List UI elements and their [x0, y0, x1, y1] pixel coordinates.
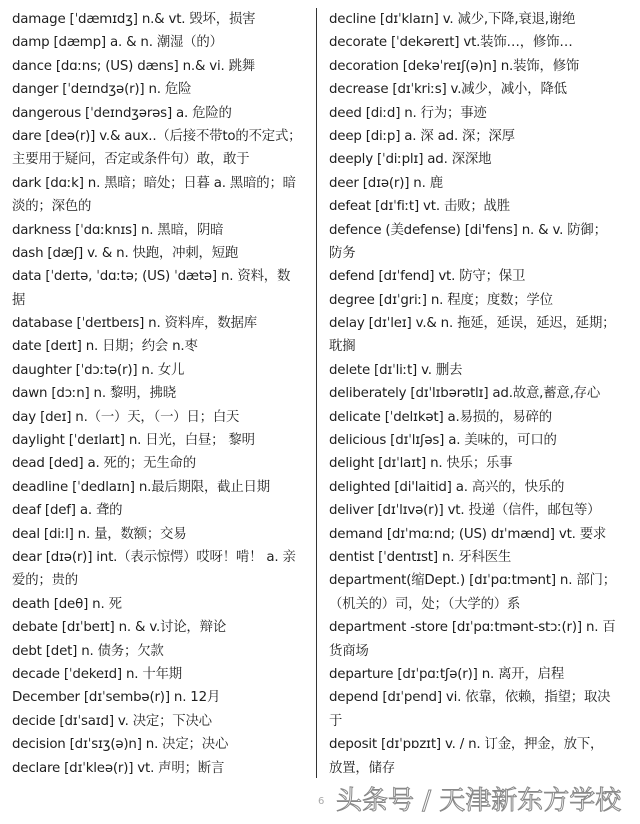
vocab-entry: [12, 312, 312, 335]
vocab-entry: [12, 686, 312, 709]
vocab-entry: [12, 710, 312, 733]
entry-line: dare [deə(r)] v.& aux..（后接不带to的不定式；: [12, 128, 302, 144]
vocab-entry: [12, 359, 312, 382]
vocab-entry: [329, 172, 629, 195]
entry-line: delete [dɪˈliːt] v. 删去: [329, 362, 463, 378]
vocab-entry: [12, 242, 312, 265]
vocab-entry: [329, 616, 629, 663]
vocab-entry: [12, 31, 312, 54]
vocab-entry: [329, 55, 629, 78]
vocab-entry: [12, 757, 312, 780]
vocab-entry: [12, 523, 312, 546]
entry-continuation: 于: [329, 713, 343, 729]
vocab-entry: [12, 616, 312, 639]
vocab-entry: [329, 686, 629, 733]
entry-line: decoration [dekəˈreɪʃ(ə)n] n.装饰，修饰: [329, 58, 580, 74]
vocab-entry: [329, 429, 629, 452]
right-column: [329, 8, 629, 780]
vocab-entry: [329, 31, 629, 54]
entry-line: delicious [dɪˈlɪʃəs] a. 美味的，可口的: [329, 433, 557, 449]
column-divider: [316, 8, 317, 778]
entry-line: dangerous [ˈdeɪndʒərəs] a. 危险的: [12, 105, 232, 121]
entry-line: defence (美defense) [di'fens] n. & v. 防御；: [329, 222, 607, 238]
entry-line: department(缩Dept.) [dɪˈpɑːtmənt] n. 部门；: [329, 573, 616, 589]
vocab-entry: [12, 406, 312, 429]
vocab-entry: [329, 546, 629, 569]
entry-continuation: 防务: [329, 245, 356, 261]
vocab-entry: [12, 265, 312, 312]
entry-continuation: 淡的；深色的: [12, 199, 92, 215]
entry-line: defeat [dɪˈfiːt] vt. 击败；战胜: [329, 199, 510, 215]
vocab-entry: [12, 382, 312, 405]
entry-line: deep [diːp] a. 深 ad. 深；深厚: [329, 128, 515, 144]
vocab-entry: [12, 335, 312, 358]
entry-line: dark [dɑːk] n. 黑暗；暗处；日暮 a. 黑暗的；暗: [12, 175, 296, 191]
entry-line: decline [dɪˈklaɪn] v. 减少,下降,衰退,谢绝: [329, 12, 576, 27]
vocab-entry: [12, 663, 312, 686]
entry-line: deeply [ˈdiːplɪ] ad. 深深地: [329, 152, 492, 168]
vocab-entry: [12, 55, 312, 78]
vocab-entry: [329, 382, 629, 405]
entry-line: daughter [ˈdɔːtə(r)] n. 女儿: [12, 362, 185, 378]
vocab-entry: [329, 499, 629, 522]
vocab-entry: [12, 733, 312, 756]
entry-continuation: 爱的；贵的: [12, 573, 78, 589]
entry-continuation: （机关的）司，处；（大学的）系: [329, 596, 521, 612]
vocab-entry: [329, 289, 629, 312]
vocab-entry: [12, 102, 312, 125]
vocab-entry: [12, 546, 312, 593]
entry-line: damage [ˈdæmɪdʒ] n.& vt. 毁坏，损害: [12, 12, 256, 27]
entry-line: delight [dɪˈlaɪt] n. 快乐；乐事: [329, 456, 513, 472]
entry-line: decade [ˈdekeɪd] n. 十年期: [12, 666, 182, 682]
vocab-entry: [12, 640, 312, 663]
entry-line: dash [dæʃ] v. & n. 快跑，冲刺，短跑: [12, 245, 239, 261]
entry-line: data [ˈdeɪtə, ˈdɑːtə; (US) ˈdætə] n. 资料，数: [12, 269, 291, 285]
vocab-entry: [329, 8, 629, 31]
entry-line: debate [dɪˈbeɪt] n. & v.讨论，辩论: [12, 620, 227, 636]
vocab-entry: [329, 265, 629, 288]
entry-line: dead [ded] a. 死的；无生命的: [12, 456, 196, 472]
entry-line: deposit [dɪˈpɒzɪt] v. / n. 订金，押金，放下，: [329, 737, 604, 753]
entry-line: deed [diːd] n. 行为；事迹: [329, 105, 487, 121]
vocab-entry: [12, 499, 312, 522]
entry-line: database [ˈdeɪtbeɪs] n. 资料库，数据库: [12, 316, 257, 332]
entry-continuation: 放置，储存: [329, 760, 395, 776]
vocab-entry: [12, 476, 312, 499]
vocab-entry: [329, 219, 629, 266]
vocab-entry: [12, 429, 312, 452]
vocab-entry: [12, 125, 312, 172]
vocab-entry: [329, 78, 629, 101]
vocab-entry: [329, 452, 629, 475]
vocab-entry: [12, 172, 312, 219]
entry-line: deal [diːl] n. 量，数额；交易: [12, 526, 187, 542]
entry-line: deliver [dɪˈlɪvə(r)] vt. 投递（信件，邮包等）: [329, 503, 601, 519]
watermark: 头条号 / 天津新东方学校: [336, 786, 622, 816]
entry-continuation: 耽搁: [329, 339, 356, 355]
entry-line: dear [dɪə(r)] int.（表示惊愕）哎呀！啃！ a. 亲: [12, 549, 296, 565]
entry-line: deer [dɪə(r)] n. 鹿: [329, 175, 443, 191]
entry-line: death [deθ] n. 死: [12, 596, 122, 612]
entry-line: deaf [def] a. 聋的: [12, 503, 123, 519]
entry-line: depend [dɪˈpend] vi. 依靠，依赖，指望；取决: [329, 690, 611, 706]
entry-continuation: 主要用于疑问，否定或条件句）敢，敢于: [12, 152, 250, 168]
entry-line: deadline [ˈdedlaɪn] n.最后期限，截止日期: [12, 479, 270, 495]
vocab-entry: [329, 125, 629, 148]
entry-line: decision [dɪˈsɪʒ(ə)n] n. 决定；决心: [12, 737, 229, 753]
vocab-entry: [329, 523, 629, 546]
vocab-entry: [329, 359, 629, 382]
vocab-entry: [329, 733, 629, 780]
entry-line: dance [dɑːns; (US) dæns] n.& vi. 跳舞: [12, 58, 255, 74]
entry-continuation: 货商场: [329, 643, 369, 659]
vocab-entry: [329, 195, 629, 218]
vocab-entry: [12, 219, 312, 242]
vocab-entry: [329, 663, 629, 686]
vocab-entry: [12, 452, 312, 475]
entry-line: demand [dɪˈmɑːnd; (US) dɪˈmænd] vt. 要求: [329, 526, 607, 542]
vocab-entry: [329, 312, 629, 359]
entry-line: decorate [ˈdekəreɪt] vt.装饰…，修饰…: [329, 35, 573, 51]
entry-line: departure [dɪˈpɑːtʃə(r)] n. 离开，启程: [329, 666, 565, 682]
entry-line: damp [dæmp] a. & n. 潮湿（的）: [12, 35, 223, 51]
entry-line: delay [dɪˈleɪ] v.& n. 拖延，延误，延迟，延期；: [329, 316, 616, 332]
entry-line: deliberately [dɪˈlɪbərətlɪ] ad.故意,蓄意,存心: [329, 386, 601, 402]
vocab-entry: [329, 476, 629, 499]
vocab-entry: [329, 148, 629, 171]
entry-line: December [dɪˈsembə(r)] n. 12月: [12, 690, 221, 706]
entry-line: declare [dɪˈkleə(r)] vt. 声明；断言: [12, 760, 225, 776]
entry-line: department -store [dɪˈpɑːtmənt-stɔː(r)] n. 百: [329, 620, 616, 636]
entry-line: dawn [dɔːn] n. 黎明，拂晓: [12, 386, 176, 402]
entry-line: decide [dɪˈsaɪd] v. 决定；下决心: [12, 713, 212, 729]
entry-line: date [deɪt] n. 日期；约会 n.枣: [12, 339, 198, 355]
vocab-entry: [329, 569, 629, 616]
entry-line: delicate [ˈdelɪkət] a.易损的，易碎的: [329, 409, 552, 425]
vocab-entry: [329, 406, 629, 429]
entry-line: defend [dɪˈfend] vt. 防守；保卫: [329, 269, 526, 285]
entry-line: dentist [ˈdentɪst] n. 牙科医生: [329, 549, 512, 565]
entry-line: day [deɪ] n.（一）天，（一）日；白天: [12, 409, 240, 425]
vocab-entry: [12, 78, 312, 101]
entry-line: debt [det] n. 债务；欠款: [12, 643, 164, 659]
entry-line: delighted [di'laitid] a. 高兴的，快乐的: [329, 479, 565, 495]
vocab-entry: [12, 593, 312, 616]
left-column: [12, 8, 312, 780]
entry-line: darkness [ˈdɑːknɪs] n. 黑暗，阴暗: [12, 222, 224, 238]
entry-continuation: 据: [12, 292, 26, 308]
vocab-entry: [12, 8, 312, 31]
page-mark: 6: [318, 796, 325, 807]
vocab-entry: [329, 102, 629, 125]
entry-line: decrease [dɪˈkriːs] v.减少，减小，降低: [329, 82, 567, 98]
entry-line: danger [ˈdeɪndʒə(r)] n. 危险: [12, 82, 192, 98]
entry-line: daylight [ˈdeɪlaɪt] n. 日光，白昼； 黎明: [12, 433, 255, 449]
entry-line: degree [dɪˈgriː] n. 程度；度数；学位: [329, 292, 553, 308]
